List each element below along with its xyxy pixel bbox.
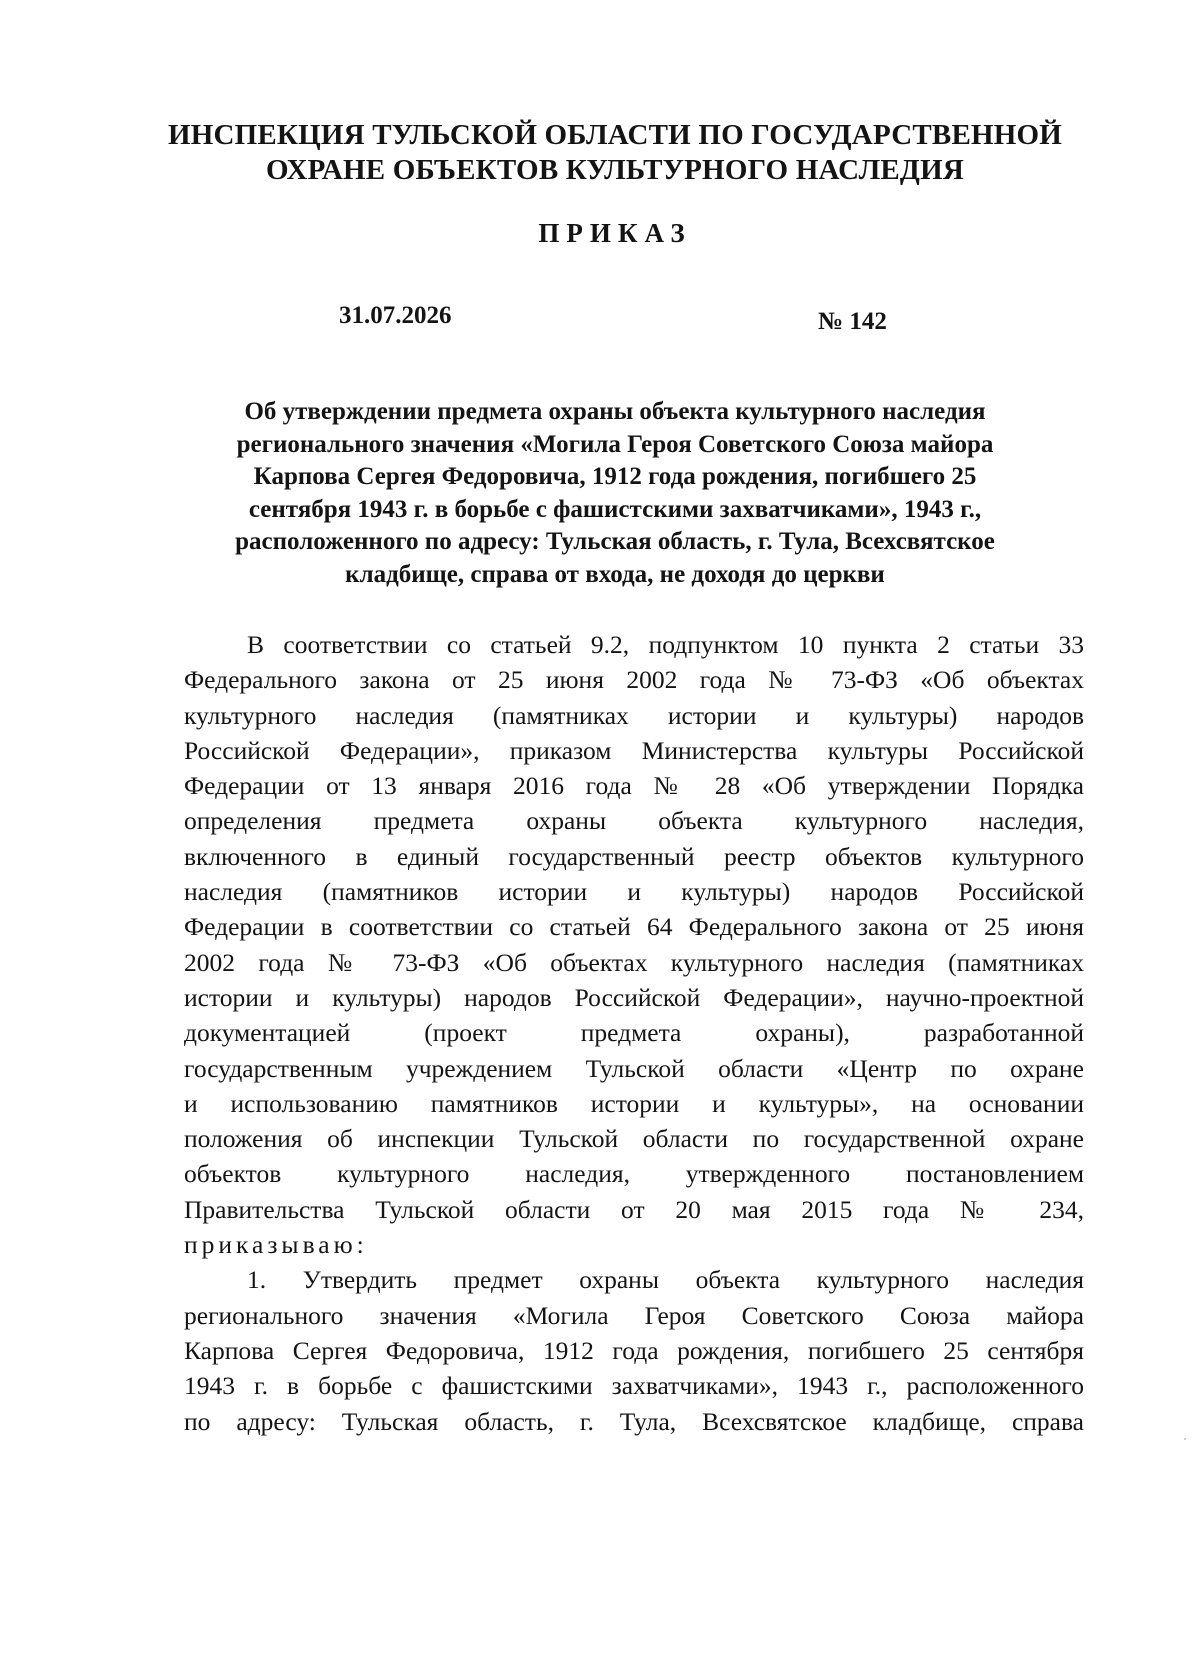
title-line: кладбище, справа от входа, не доходя до церкви: [345, 560, 885, 588]
preamble-line: 2002 года № 73-ФЗ «Об объектах культурного наследия (памятниках: [184, 947, 1084, 977]
item-1-line: 1943 г. в борьбе с фашистскими захватчиками», 1943 г., расположенного: [184, 1371, 1084, 1401]
preamble-line: положения об инспекции Тульской области по государственной охране: [184, 1124, 1084, 1154]
order-number: № 142: [818, 308, 887, 335]
item-1-line: 1. Утвердить предмет охраны объекта культурного наследия: [247, 1265, 1084, 1295]
organization-line: ИНСПЕКЦИЯ ТУЛЬСКОЙ ОБЛАСТИ ПО ГОСУДАРСТВЕННОЙ: [167, 119, 1063, 151]
order-body: [184, 627, 1084, 1439]
order-title: [150, 396, 1080, 591]
preamble-line: истории и культуры) народов Российской Федерации», научно-проектной: [184, 982, 1084, 1012]
item-1-line: регионального значения «Могила Героя Советского Союза майора: [184, 1300, 1084, 1330]
preamble-line: государственным учреждением Тульской области «Центр по охране: [184, 1053, 1084, 1083]
preamble-line: и использованию памятников истории и культуры», на основании: [184, 1088, 1084, 1118]
organization-name: [150, 118, 1080, 188]
title-line: расположенного по адресу: Тульская область, г. Тула, Всехсвятское: [235, 528, 995, 555]
preamble-line: наследия (памятников истории и культуры) народов Российской: [184, 877, 1084, 907]
title-line: регионального значения «Могила Героя Советского Союза майора: [236, 430, 994, 458]
preamble-line: культурного наследия (памятниках истории и культуры) народов: [184, 700, 1084, 730]
title-line: Об утверждении предмета охраны объекта культурного наследия: [244, 398, 986, 425]
preamble-line: включенного в единый государственный реестр объектов культурного: [184, 841, 1084, 871]
preamble-line: Правительства Тульской области от 20 мая 2015 года № 234,: [184, 1194, 1084, 1224]
scan-artifact: [1184, 1438, 1186, 1440]
preamble-line: Российской Федерации», приказом Министерства культуры Российской: [184, 735, 1084, 765]
preamble-line: Федерации в соответствии со статьей 64 Федерального закона от 25 июня: [184, 912, 1084, 942]
preamble-line: В соответствии со статьей 9.2, подпунктом 10 пункта 2 статьи 33: [247, 630, 1084, 659]
item-1-line: по адресу: Тульская область, г. Тула, Всехсвятское кладбище, справа: [184, 1406, 1084, 1436]
preamble-line: Федерального закона от 25 июня 2002 года № 73-ФЗ «Об объектах: [184, 665, 1084, 695]
document-type: ПРИКАЗ: [538, 218, 692, 248]
preamble-line: документацией (проект предмета охраны), разработанной: [184, 1018, 1084, 1048]
title-line: сентября 1943 г. в борьбе с фашистскими захватчиками», 1943 г.,: [248, 495, 982, 523]
organization-line: ОХРАНЕ ОБЪЕКТОВ КУЛЬТУРНОГО НАСЛЕДИЯ: [265, 154, 964, 186]
order-date: 31.07.2026: [339, 302, 452, 329]
preamble-line: определения предмета охраны объекта культурного наследия,: [184, 806, 1084, 836]
item-1-line: Карпова Сергея Федоровича, 1912 года рождения, погибшего 25 сентября: [184, 1335, 1084, 1365]
order-word: приказываю:: [184, 1230, 368, 1260]
title-line: Карпова Сергея Федоровича, 1912 года рождения, погибшего 25: [253, 463, 977, 490]
preamble-line: объектов культурного наследия, утвержденного постановлением: [184, 1159, 1084, 1189]
preamble-line: Федерации от 13 января 2016 года № 28 «Об утверждении Порядка: [184, 771, 1084, 801]
